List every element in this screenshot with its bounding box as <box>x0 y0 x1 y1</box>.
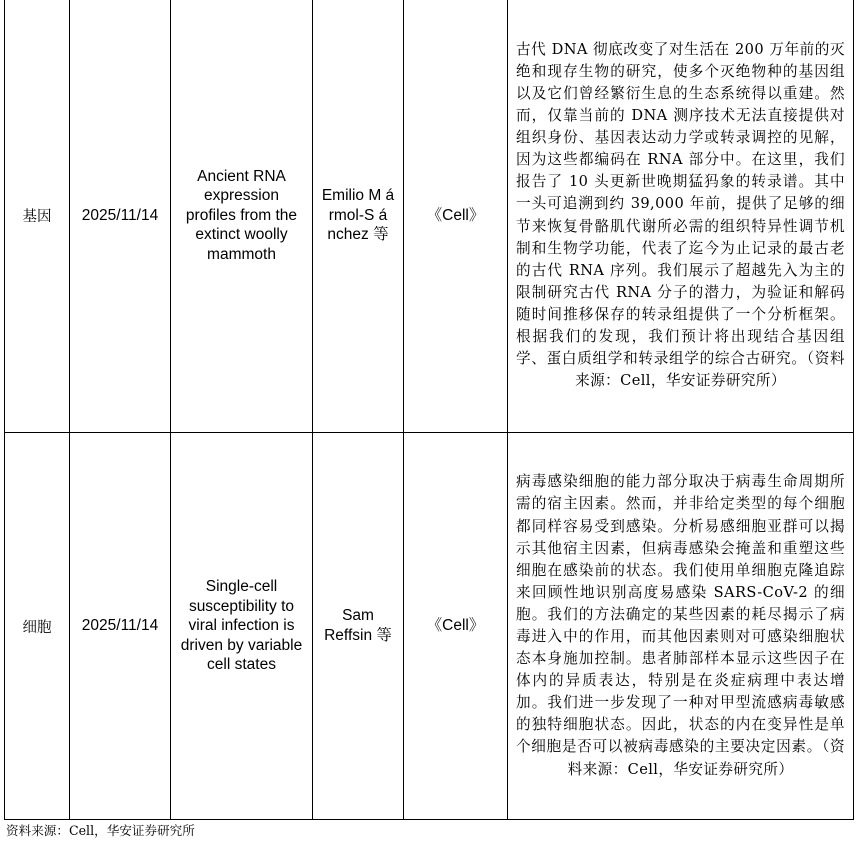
paper-title-cell: Single-cell susceptibility to viral infection is driven by variable cell states <box>171 433 313 820</box>
date-cell: 2025/11/14 <box>70 0 171 433</box>
table-row <box>5 433 854 820</box>
field-cell: 细胞 <box>5 433 70 820</box>
journal-cell: 《Cell》 <box>404 433 508 820</box>
abstract-cell <box>508 433 854 820</box>
date-cell: 2025/11/14 <box>70 433 171 820</box>
table-row <box>5 0 854 433</box>
journal-cell: 《Cell》 <box>404 0 508 433</box>
source-note: 资料来源：Cell，华安证券研究所 <box>6 823 195 838</box>
field-cell: 基因 <box>5 0 70 433</box>
research-table <box>4 0 854 820</box>
authors-cell: Sam Reffsin 等 <box>313 433 404 820</box>
abstract-cell <box>508 0 854 433</box>
paper-title-cell: Ancient RNA expression profiles from the extinct woolly mammoth <box>171 0 313 433</box>
abstract-text: 古代 DNA 彻底改变了对生活在 200 万年前的灭绝和现存生物的研究，使多个灭绝物种的基因组以及它们曾经繁衍生息的生态系统得以重建。然而，仅靠当前的 DNA 测序技术无法直接提供对组织身份、基因表达动力学或转录调控的见解，因为这些都编码在 RNA 部分中。在这里，我们报告了 10 头更新世晚期猛犸象的转录谱。其中一头可追溯到约 39,000 年前，提供了足够的细节来恢复骨骼肌代谢所必需的组织特异性调节机制和生物学功能，代表了迄今为止记录的最古老的古代 RNA 序列。我们展示了超越先入为主的限制研究古代 RNA 分子的潜力，为验证和解码随时间推移保存的转录组提供了一个分析框架。根据我们的发现，我们预计将出现结合基因组学、蛋白质组学和转录组学的综合古研究。（资料来源：Cell，华安证券研究所） <box>516 40 845 390</box>
abstract-text: 病毒感染细胞的能力部分取决于病毒生命周期所需的宿主因素。然而，并非给定类型的每个细胞都同样容易受到感染。分析易感细胞亚群可以揭示其他宿主因素，但病毒感染会掩盖和重塑这些细胞在感染前的状态。我们使用单细胞克隆追踪来回顾性地识别高度易感染 SARS-CoV-2 的细胞。我们的方法确定的某些因素的耗尽揭示了病毒进入中的作用，而其他因素则对可感染细胞状态本身施加控制。患者肺部样本显示这些因子在体内的异质表达，特别是在炎症病理中表达增加。我们进一步发现了一种对甲型流感病毒敏感的独特细胞状态。因此，状态的内在变异性是单个细胞是否可以被病毒感染的主要决定因素。（资料来源：Cell，华安证券研究所） <box>516 473 845 778</box>
authors-cell: Emilio M á rmol-S á nchez 等 <box>313 0 404 433</box>
